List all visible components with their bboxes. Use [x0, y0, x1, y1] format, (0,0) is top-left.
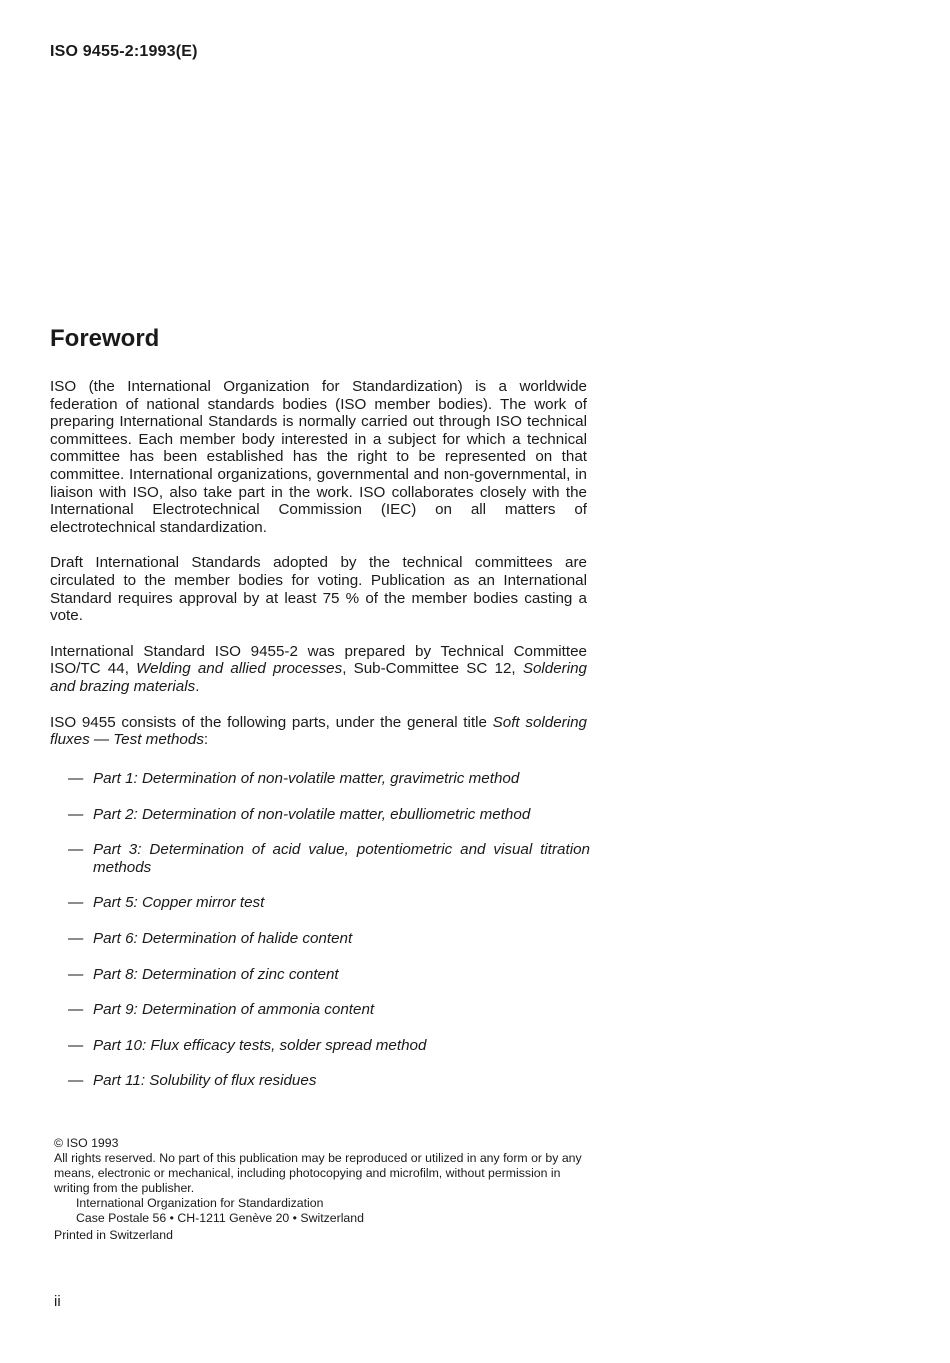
list-item [68, 930, 590, 948]
list-item [68, 1072, 590, 1090]
part-label: Part 8: Determination of zinc content [93, 965, 339, 983]
dash-marker: — [68, 770, 84, 787]
part-label: Part 10: Flux efficacy tests, solder spread method [93, 1036, 427, 1054]
copyright-notice [54, 1136, 594, 1243]
publisher-name: International Organization for Standardization [76, 1196, 324, 1210]
list-item [68, 841, 590, 876]
paragraph-iso-intro: ISO (the International Organization for Standardization) is a worldwide federation of national standards bodies (ISO member bodies). The work of preparing International Standards is normally carried out through ISO technical committees. Each member body interested in a subject for which a technical committee has been established has the right to be represented on that committee. International organizations, governmental and non-governmental, in liaison with ISO, also take part in the work. ISO collaborates closely with the International Electrotechnical Commission (IEC) on all matters of electrotechnical standardization. [50, 378, 587, 536]
list-item [68, 894, 590, 912]
dash-marker: — [68, 805, 84, 823]
rights-statement: All rights reserved. No part of this publication may be reproduced or utilized in any form or by any means, electronic or mechanical, including photocopying and microfilm, without permission in writing from the publisher. [54, 1151, 582, 1195]
part-label: Part 9: Determination of ammonia content [93, 1001, 375, 1019]
part-label: Part 2: Determination of non-volatile matter, ebulliometric method [93, 805, 531, 823]
parts-list [68, 770, 590, 1108]
list-item [68, 770, 590, 788]
part-label: Part 11: Solubility of flux residues [93, 1072, 317, 1090]
para3-text3: . [195, 677, 200, 695]
foreword-heading: Foreword [50, 325, 160, 352]
dash-marker: — [68, 1072, 84, 1090]
dash-marker: — [68, 1036, 84, 1054]
list-item [68, 966, 590, 984]
paragraph-parts-intro [50, 714, 587, 749]
page-number: ii [54, 1293, 61, 1310]
part-label: Part 3: Determination of acid value, potentiometric and visual titration methods [93, 841, 590, 876]
para3-text1: International Standard ISO 9455-2 was prepared by Technical Committee ISO/TC 44, [50, 642, 587, 678]
para4-text2: : [203, 731, 209, 749]
para4-text1: ISO 9455 consists of the following parts, under the general title [50, 713, 493, 731]
committee-title: Welding and allied processes [136, 660, 343, 678]
part-label: Part 5: Copper mirror test [93, 894, 265, 912]
copyright-line: © ISO 1993 [54, 1136, 119, 1150]
general-title: Soft soldering fluxes — Test methods [50, 713, 587, 749]
dash-marker: — [68, 965, 84, 983]
part-label: Part 6: Determination of halide content [93, 929, 353, 947]
dash-marker: — [68, 1001, 84, 1019]
subcommittee-title: Soldering and brazing materials [50, 660, 587, 695]
dash-marker: — [68, 894, 84, 912]
list-item [68, 1037, 590, 1055]
list-item [68, 1001, 590, 1019]
foreword-body [50, 378, 587, 767]
para3-text2: , Sub-Committee SC 12, [342, 660, 523, 678]
paragraph-draft-standards: Draft International Standards adopted by the technical committees are circulated to the member bodies for voting. Publication as an International Standard requires approval by at least 75 % of the member bodies casting a vote. [50, 554, 587, 625]
part-label: Part 1: Determination of non-volatile matter, gravimetric method [93, 770, 520, 787]
printed-in: Printed in Switzerland [54, 1228, 173, 1242]
document-code: ISO 9455-2:1993(E) [50, 43, 198, 60]
publisher-address: Case Postale 56 • CH-1211 Genève 20 • Switzerland [76, 1211, 364, 1225]
dash-marker: — [68, 929, 84, 947]
paragraph-preparation [50, 643, 587, 696]
list-item [68, 806, 590, 824]
dash-marker: — [68, 841, 84, 859]
